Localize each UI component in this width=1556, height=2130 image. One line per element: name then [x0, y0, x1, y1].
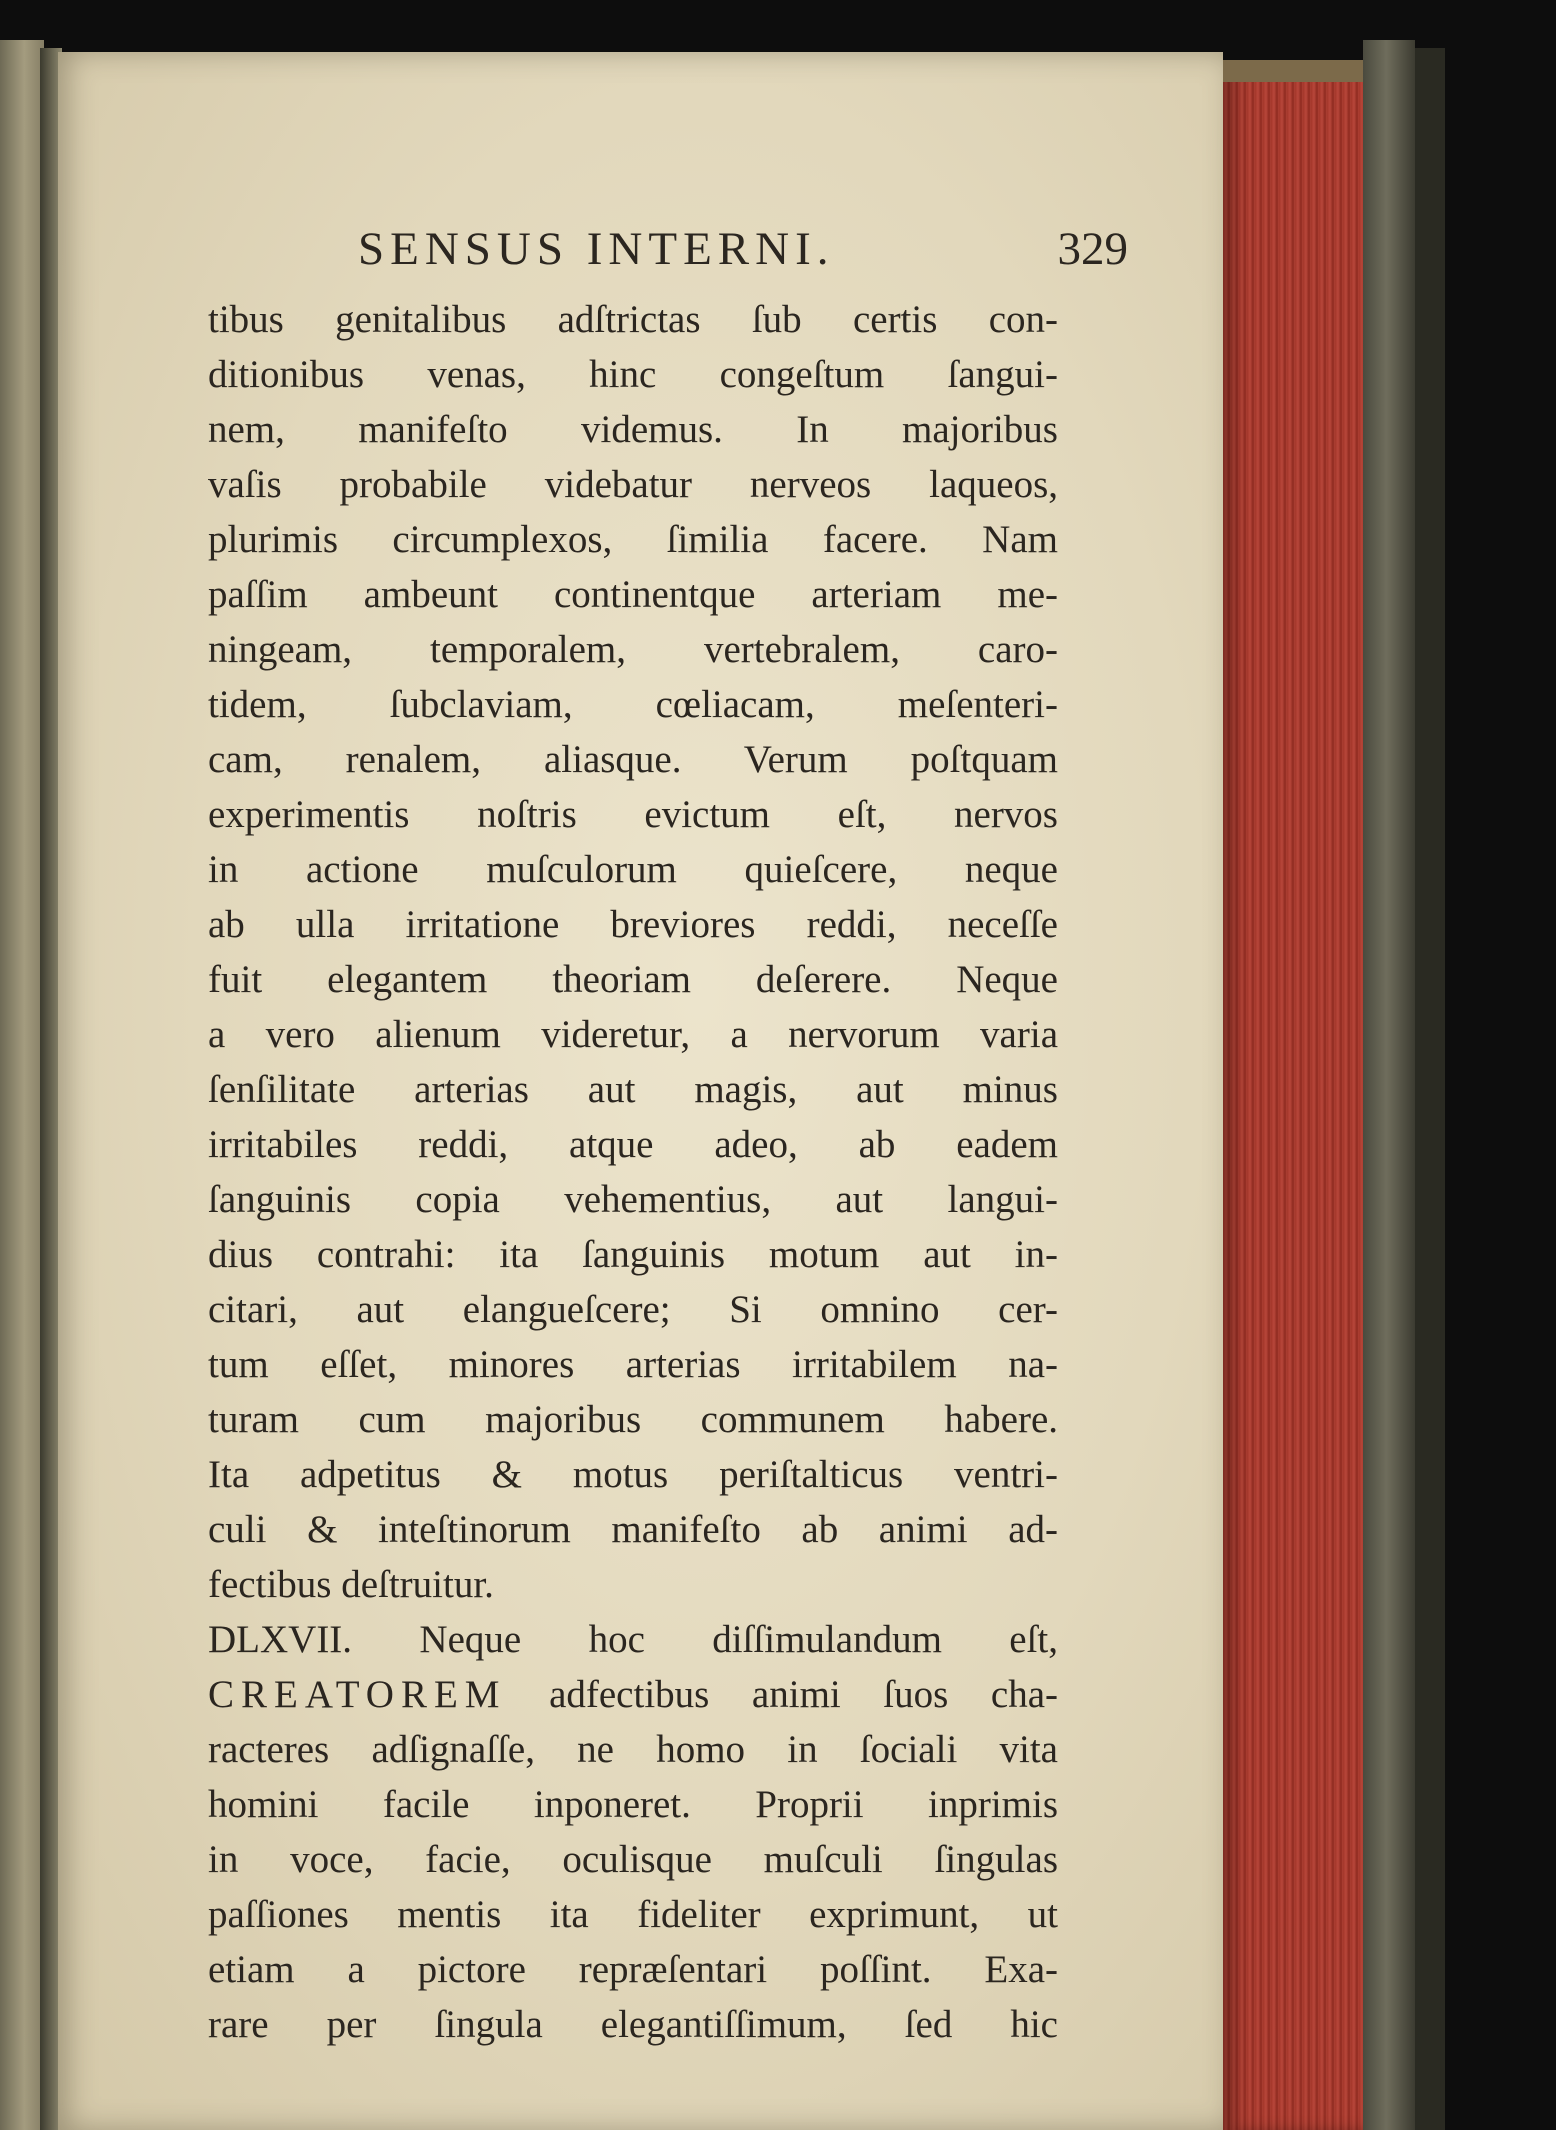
- text-line: ningeam, temporalem, vertebralem, caro-: [208, 628, 1058, 671]
- page-number: 329: [1057, 223, 1128, 275]
- text-line: plurimis circumplexos, ſimilia facere. Nam: [208, 518, 1058, 561]
- text-line: ſenſilitate arterias aut magis, aut minus: [208, 1068, 1058, 1111]
- text-line: irritabiles reddi, atque adeo, ab eadem: [208, 1123, 1058, 1166]
- body-text: [208, 292, 1058, 2052]
- book-cover-board: [1415, 48, 1445, 2130]
- text-line: Ita adpetitus & motus periſtalticus ventri-: [208, 1453, 1058, 1496]
- text-line: racteres adſignaſſe, ne homo in ſociali vita: [208, 1728, 1058, 1771]
- text-line: paſſiones mentis ita fideliter exprimunt, ut: [208, 1893, 1058, 1936]
- smallcaps-word: CREATOREM: [208, 1673, 507, 1716]
- text-fragment: adfectibus animi ſuos cha-: [549, 1673, 1059, 1716]
- text-line: homini facile inponeret. Proprii inprimis: [208, 1783, 1058, 1826]
- section-number: DLXVII.: [208, 1618, 353, 1661]
- text-line: tum eſſet, minores arterias irritabilem na-: [208, 1343, 1058, 1386]
- running-head: SENSUS INTERNI.: [358, 223, 835, 275]
- text-line: fuit elegantem theoriam deſerere. Neque: [208, 958, 1058, 1001]
- text-line: in actione muſculorum quieſcere, neque: [208, 848, 1058, 891]
- text-line: [208, 1667, 1058, 1722]
- text-line: ab ulla irritatione breviores reddi, neceſſe: [208, 903, 1058, 946]
- text-fragment: Neque hoc diſſimulandum eſt,: [419, 1618, 1059, 1661]
- text-line: turam cum majoribus communem habere.: [208, 1398, 1058, 1441]
- text-line: a vero alienum videretur, a nervorum varia: [208, 1013, 1058, 1056]
- paragraph-start-line: [208, 1612, 1058, 1667]
- text-line: in voce, facie, oculisque muſculi ſingulas: [208, 1838, 1058, 1881]
- page-header: [358, 222, 1128, 282]
- text-line: cam, renalem, aliasque. Verum poſtquam: [208, 738, 1058, 781]
- text-line: ditionibus venas, hinc congeſtum ſangui-: [208, 353, 1058, 396]
- book-cover-spine: [1363, 40, 1415, 2130]
- text-line: fectibus deſtruitur.: [208, 1563, 494, 1606]
- page-edges-top: [1223, 60, 1363, 82]
- text-line: paſſim ambeunt continentque arteriam me-: [208, 573, 1058, 616]
- text-line: rare per ſingula elegantiſſimum, ſed hic: [208, 2003, 1058, 2046]
- text-line: citari, aut elangueſcere; Si omnino cer-: [208, 1288, 1058, 1331]
- text-line: ſanguinis copia vehementius, aut langui-: [208, 1178, 1058, 1221]
- text-line: etiam a pictore repræſentari poſſint. Exa-: [208, 1948, 1058, 1991]
- left-page-edge: [0, 40, 44, 2130]
- red-page-edges: [1223, 60, 1363, 2130]
- text-line: tibus genitalibus adſtrictas ſub certis con-: [208, 298, 1058, 341]
- printed-page: [58, 52, 1223, 2130]
- text-line: dius contrahi: ita ſanguinis motum aut in-: [208, 1233, 1058, 1276]
- text-line: nem, manifeſto videmus. In majoribus: [208, 408, 1058, 451]
- text-line: culi & inteſtinorum manifeſto ab animi ad-: [208, 1508, 1058, 1551]
- text-line: tidem, ſubclaviam, cœliacam, meſenteri-: [208, 683, 1058, 726]
- text-line: experimentis noſtris evictum eſt, nervos: [208, 793, 1058, 836]
- text-line: vaſis probabile videbatur nerveos laqueos,: [208, 463, 1058, 506]
